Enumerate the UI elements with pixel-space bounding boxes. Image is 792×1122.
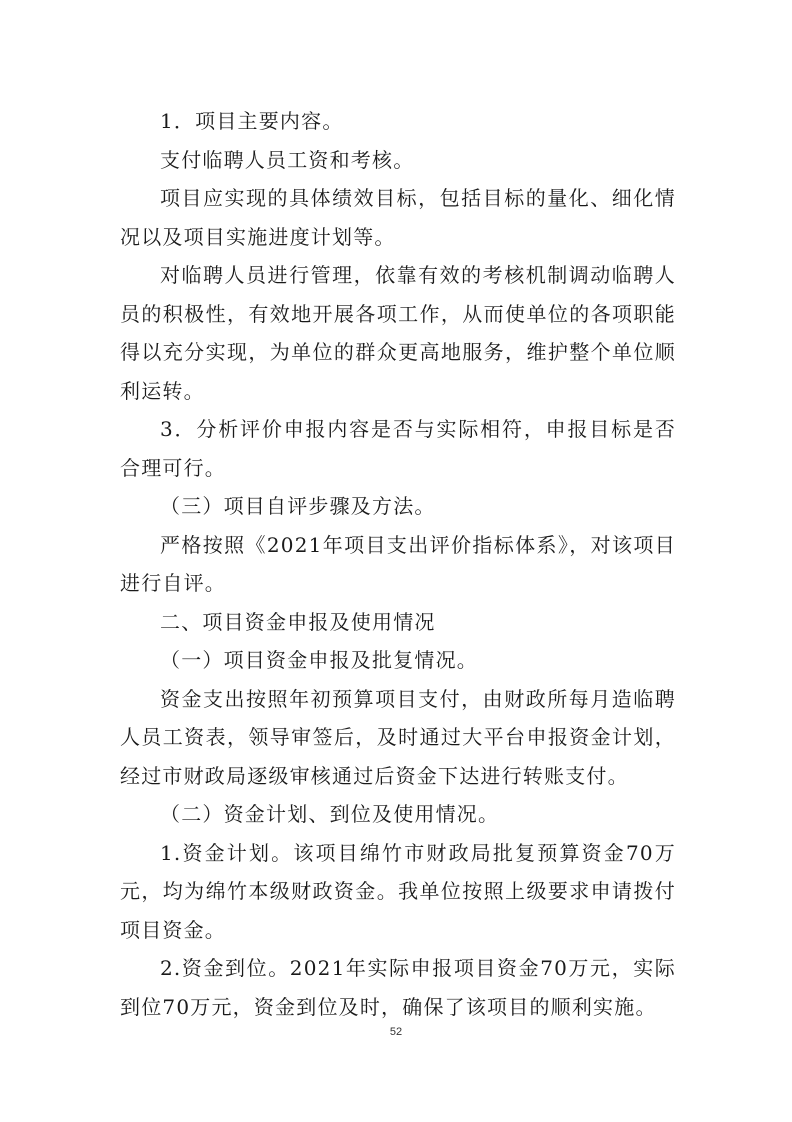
document-body [120,102,676,1026]
section-heading-funds-usage: 二、项目资金申报及使用情况 [160,609,436,634]
paragraph-funds-plan-heading: （二）资金计划、到位及使用情况。 [160,802,500,826]
paragraph-performance-goals: 项目应实现的具体绩效目标，包括目标的量化、细化情况以及项目实施进度计划等。 [120,186,676,249]
paragraph-evaluation-system: 严格按照《2021年项目支出评价指标体系》，对该项目进行自评。 [120,532,676,595]
paragraph-funds-approval-heading: （一）项目资金申报及批复情况。 [160,648,478,672]
paragraph-funds-payment-process: 资金支出按照年初预算项目支付，由财政所每月造临聘人员工资表，领导审签后，及时通过大平台申报资金计划，经过市财政局逐级审核通过后资金下达进行转账支付。 [120,686,676,788]
paragraph-analysis-evaluation: 3．分析评价申报内容是否与实际相符，申报目标是否合理可行。 [120,417,676,480]
paragraph-self-evaluation-steps-heading: （三）项目自评步骤及方法。 [160,494,436,518]
page-number: 52 [389,1026,403,1038]
paragraph-personnel-management: 对临聘人员进行管理，依靠有效的考核机制调动临聘人员的积极性，有效地开展各项工作，从而使单位的各项职能得以充分实现，为单位的群众更高地服务，维护整个单位顺利运转。 [120,263,676,403]
paragraph-funds-arrival: 2.资金到位。2021年实际申报项目资金70万元，实际到位70万元，资金到位及时，确保了该项目的顺利实施。 [120,956,676,1019]
paragraph-pay-wages: 支付临聘人员工资和考核。 [160,147,415,172]
paragraph-funds-plan: 1.资金计划。该项目绵竹市财政局批复预算资金70万元，均为绵竹本级财政资金。我单位按照上级要求申请拨付项目资金。 [120,840,676,942]
paragraph-main-content-heading: 1．项目主要内容。 [160,109,344,133]
